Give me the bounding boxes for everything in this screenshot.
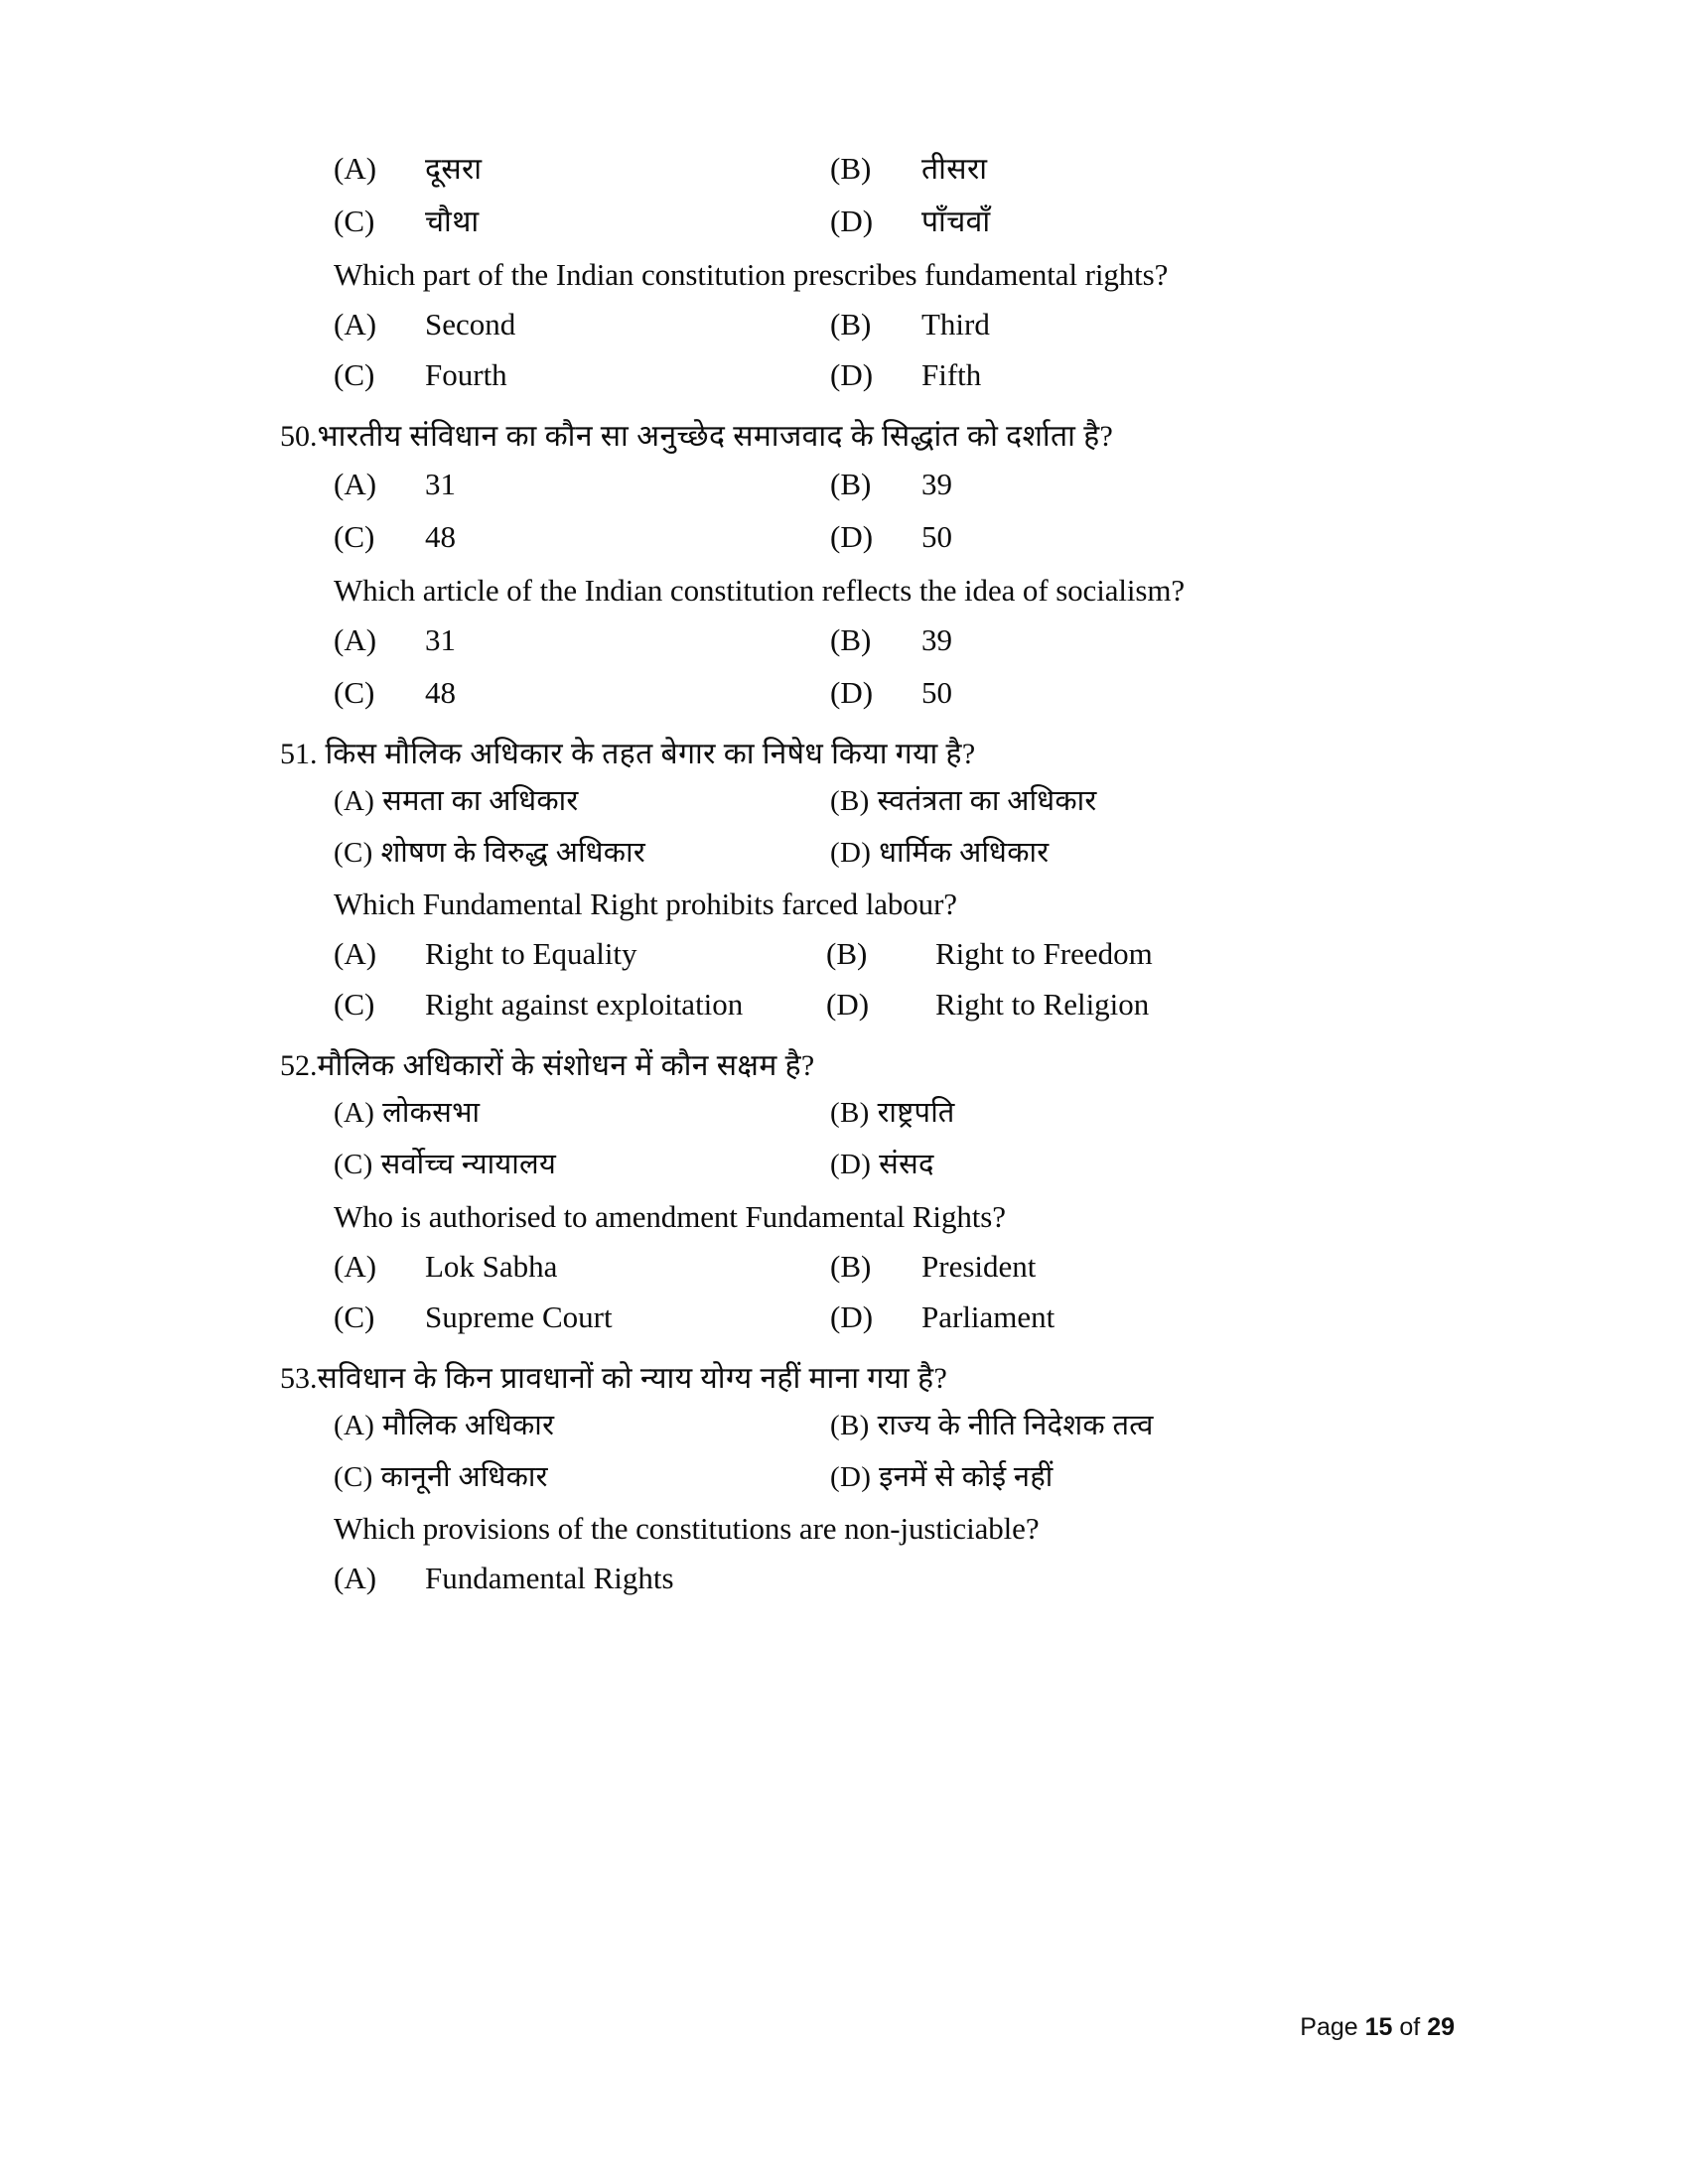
option-label: (C)	[334, 203, 375, 238]
question-stem-english: Who is authorised to amendment Fundamental Rights?	[334, 1198, 1006, 1234]
option-row	[334, 517, 1400, 558]
option-label: (D)	[830, 674, 874, 710]
option-d[interactable]	[830, 202, 1400, 242]
option-row	[334, 1146, 1400, 1183]
option-text: Second	[425, 307, 516, 341]
option-text: राष्ट्रपति	[877, 1097, 955, 1130]
option-row	[334, 1247, 1400, 1288]
option-label: (B)	[830, 1409, 870, 1441]
option-text: चौथा	[425, 205, 480, 238]
option-text: Right against exploitation	[425, 987, 744, 1023]
option-c[interactable]	[334, 517, 830, 558]
option-text: 31	[425, 621, 456, 657]
question-stem-hindi-line	[280, 1043, 1400, 1084]
option-label: (D)	[830, 1460, 872, 1493]
option-c[interactable]	[334, 202, 830, 242]
question-stem-english: Which provisions of the constitutions are non-justiciable?	[334, 1511, 1040, 1547]
option-b[interactable]	[830, 1094, 1400, 1132]
option-label: (A)	[334, 936, 377, 972]
option-text: 50	[921, 518, 952, 554]
option-label: (D)	[830, 203, 874, 238]
option-a[interactable]	[334, 1407, 830, 1444]
option-row	[334, 934, 1400, 975]
question-stem-english: Which part of the Indian constitution prescribes fundamental rights?	[334, 256, 1169, 292]
question-block-q49-tail	[298, 149, 1400, 396]
option-b[interactable]	[830, 1247, 1400, 1288]
option-label: (B)	[830, 784, 870, 817]
option-row	[334, 620, 1400, 661]
option-text: Fourth	[425, 356, 507, 392]
option-label: (B)	[830, 1248, 872, 1284]
footer-page-number: 15	[1364, 2013, 1393, 2041]
option-label: (A)	[334, 466, 377, 501]
option-text: कानूनी अधिकार	[380, 1460, 548, 1493]
option-text: शोषण के विरुद्ध अधिकार	[380, 836, 646, 869]
question-stem-hindi-line	[280, 732, 1400, 772]
option-a[interactable]	[334, 305, 830, 345]
question-number: 51.	[280, 737, 318, 770]
question-block-q50	[280, 414, 1400, 714]
option-text: Third	[921, 307, 990, 341]
option-label: (C)	[334, 1149, 373, 1181]
option-label: (D)	[830, 1149, 872, 1181]
option-b[interactable]	[830, 1407, 1400, 1444]
option-d[interactable]	[830, 673, 1400, 714]
footer-prefix: Page	[1300, 2013, 1365, 2041]
option-row	[334, 985, 1400, 1025]
option-a[interactable]	[334, 149, 830, 190]
option-label: (D)	[826, 987, 870, 1023]
option-label: (A)	[334, 1097, 375, 1130]
option-row	[334, 355, 1400, 396]
question-number: 53.	[280, 1361, 318, 1395]
option-a[interactable]	[334, 1247, 830, 1288]
option-text: समता का अधिकार	[382, 784, 579, 817]
question-content	[280, 149, 1400, 1609]
option-text: धार्मिक अधिकार	[879, 836, 1050, 869]
option-a[interactable]	[334, 782, 830, 820]
option-text: राज्य के नीति निदेशक तत्व	[877, 1409, 1154, 1441]
option-row	[334, 673, 1400, 714]
option-text: 48	[425, 518, 456, 554]
option-label: (D)	[830, 356, 874, 392]
option-row	[334, 149, 1400, 190]
option-text: मौलिक अधिकार	[382, 1409, 555, 1441]
option-text: 39	[921, 466, 952, 501]
question-stem-hindi-line	[280, 414, 1400, 455]
option-a[interactable]	[334, 1094, 830, 1132]
option-row	[334, 834, 1400, 872]
option-row	[334, 1458, 1400, 1496]
option-text: स्वतंत्रता का अधिकार	[877, 784, 1097, 817]
option-text: 48	[425, 674, 456, 710]
option-row	[334, 305, 1400, 345]
option-b[interactable]	[830, 465, 1400, 505]
option-row	[334, 782, 1400, 820]
option-a[interactable]	[334, 1559, 830, 1599]
option-label: (A)	[334, 151, 377, 186]
option-text: Fifth	[921, 356, 982, 392]
option-label: (C)	[334, 356, 375, 392]
option-label: (A)	[334, 1248, 377, 1284]
option-label: (D)	[830, 1298, 874, 1334]
question-stem-english: Which article of the Indian constitution reflects the idea of socialism?	[334, 572, 1186, 608]
option-d[interactable]	[830, 517, 1400, 558]
option-b[interactable]	[830, 149, 1400, 190]
option-text: इनमें से कोई नहीं	[879, 1460, 1054, 1493]
option-text: Right to Religion	[935, 987, 1150, 1023]
option-label: (B)	[830, 621, 872, 657]
option-b[interactable]	[830, 305, 1400, 345]
question-stem-hindi: मौलिक अधिकारों के संशोधन में कौन सक्षम है?	[317, 1049, 815, 1083]
option-d[interactable]	[826, 985, 1400, 1025]
question-number: 52.	[280, 1049, 318, 1083]
question-stem-hindi: भारतीय संविधान का कौन सा अनुच्छेद समाजवाद के सिद्धांत को दर्शाता है?	[317, 419, 1114, 453]
option-row	[334, 1559, 1400, 1599]
option-label: (C)	[334, 836, 373, 869]
option-label: (D)	[830, 518, 874, 554]
option-text: Parliament	[921, 1298, 1055, 1334]
option-label: (B)	[830, 1097, 870, 1130]
option-text: पाँचवाँ	[921, 205, 991, 238]
question-block-q52	[280, 1043, 1400, 1338]
option-text: 39	[921, 621, 952, 657]
option-b[interactable]	[830, 782, 1400, 820]
question-stem-english: Which Fundamental Right prohibits farced labour?	[334, 887, 957, 922]
option-row	[334, 1094, 1400, 1132]
option-text: दूसरा	[425, 153, 483, 186]
question-stem-hindi-line	[280, 1356, 1400, 1397]
question-number: 50.	[280, 419, 318, 453]
question-block-q51	[280, 732, 1400, 1026]
option-c[interactable]	[334, 1297, 830, 1338]
option-label: (A)	[334, 307, 377, 341]
option-label: (A)	[334, 621, 377, 657]
option-b[interactable]	[826, 934, 1400, 975]
option-row	[334, 465, 1400, 505]
option-text: 50	[921, 674, 952, 710]
option-label: (C)	[334, 1460, 373, 1493]
option-label: (B)	[830, 151, 872, 186]
option-d[interactable]	[830, 1297, 1400, 1338]
footer-total-pages: 29	[1427, 2013, 1455, 2041]
option-label: (C)	[334, 1298, 375, 1334]
option-text: Lok Sabha	[425, 1248, 558, 1284]
option-label: (C)	[334, 518, 375, 554]
option-c[interactable]	[334, 985, 826, 1025]
option-text: 31	[425, 466, 456, 501]
option-d[interactable]	[830, 1146, 1400, 1183]
option-d[interactable]	[830, 834, 1400, 872]
option-row	[334, 1407, 1400, 1444]
option-label: (B)	[830, 466, 872, 501]
option-label: (A)	[334, 1561, 377, 1596]
question-stem-hindi: सविधान के किन प्रावधानों को न्याय योग्य नहीं माना गया है?	[317, 1361, 948, 1395]
option-row	[334, 202, 1400, 242]
option-label: (A)	[334, 1409, 375, 1441]
option-a[interactable]	[334, 465, 830, 505]
question-block-q53	[280, 1356, 1400, 1600]
page-footer	[1300, 2013, 1455, 2042]
option-text: संसद	[879, 1149, 934, 1181]
footer-middle: of	[1392, 2013, 1428, 2041]
option-text: Right to Freedom	[935, 936, 1153, 972]
option-c[interactable]	[334, 1458, 830, 1496]
option-text: Fundamental Rights	[425, 1561, 674, 1596]
option-c[interactable]	[334, 673, 830, 714]
option-label: (B)	[826, 936, 868, 972]
option-d[interactable]	[830, 355, 1400, 396]
option-text: लोकसभा	[382, 1097, 481, 1130]
option-c[interactable]	[334, 1146, 830, 1183]
question-stem-hindi: किस मौलिक अधिकार के तहत बेगार का निषेध किया गया है?	[325, 737, 976, 770]
option-label: (A)	[334, 784, 375, 817]
option-text: सर्वोच्च न्यायालय	[380, 1149, 557, 1181]
option-text: President	[921, 1248, 1037, 1284]
option-c[interactable]	[334, 834, 830, 872]
option-text: Supreme Court	[425, 1298, 613, 1334]
option-b[interactable]	[830, 620, 1400, 661]
option-row	[334, 1297, 1400, 1338]
option-label: (C)	[334, 674, 375, 710]
option-text: तीसरा	[921, 153, 988, 186]
option-text: Right to Equality	[425, 936, 637, 972]
option-d[interactable]	[830, 1458, 1400, 1496]
option-label: (B)	[830, 307, 872, 341]
option-a[interactable]	[334, 934, 826, 975]
option-a[interactable]	[334, 620, 830, 661]
option-label: (D)	[830, 836, 872, 869]
option-label: (C)	[334, 987, 375, 1023]
option-c[interactable]	[334, 355, 830, 396]
